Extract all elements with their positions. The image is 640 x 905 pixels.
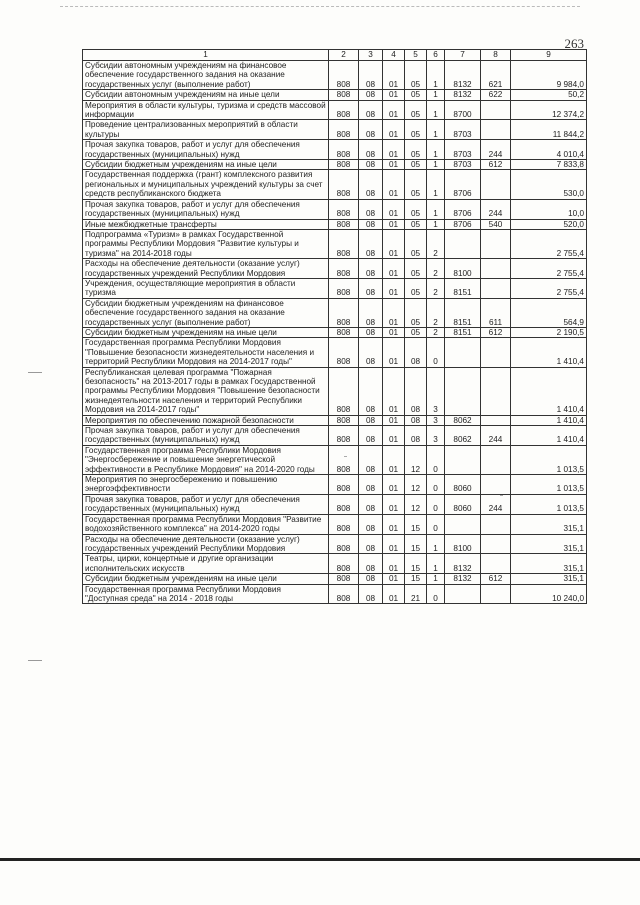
program-code-cell: 05 — [405, 229, 427, 258]
amount-cell: 564,9 — [511, 298, 587, 327]
table-row — [83, 229, 587, 258]
row-name-cell: Иные межбюджетные трансферты — [83, 219, 329, 229]
subsection-code-cell: 01 — [383, 90, 405, 100]
subprogram-code-cell: 0 — [427, 494, 445, 514]
amount-cell: 1 410,4 — [511, 415, 587, 425]
row-name-cell: Государственная поддержка (грант) комплексного развития региональных и муниципальных учреждений культуры за счет средств республиканского бюджета — [83, 170, 329, 199]
amount-cell: 315,1 — [511, 514, 587, 534]
table-row — [83, 199, 587, 219]
row-name-cell: Проведение централизованных мероприятий в области культуры — [83, 120, 329, 140]
expense-type-cell — [481, 554, 511, 574]
ministry-code-cell: 808 — [329, 160, 359, 170]
program-code-cell: 05 — [405, 278, 427, 298]
subprogram-code-cell: 1 — [427, 554, 445, 574]
expense-code-cell: 8132 — [445, 61, 481, 90]
expense-code-cell — [445, 229, 481, 258]
expense-code-cell: 8100 — [445, 259, 481, 279]
expense-code-cell: 8062 — [445, 415, 481, 425]
subprogram-code-cell: 1 — [427, 199, 445, 219]
subsection-code-cell: 01 — [383, 494, 405, 514]
subprogram-code-cell: 3 — [427, 415, 445, 425]
column-header: 4 — [383, 50, 405, 61]
column-header: 9 — [511, 50, 587, 61]
row-name-cell: Субсидии бюджетным учреждениям на финансовое обеспечение государственного задания на оказание государственных услуг (выполнение работ) — [83, 298, 329, 327]
subsection-code-cell: 01 — [383, 534, 405, 554]
amount-cell: 1 410,4 — [511, 367, 587, 415]
subprogram-code-cell: 1 — [427, 160, 445, 170]
subsection-code-cell: 01 — [383, 199, 405, 219]
expense-code-cell: 8100 — [445, 534, 481, 554]
column-header: 1 — [83, 50, 329, 61]
ministry-code-cell: 808 — [329, 534, 359, 554]
section-code-cell: 08 — [359, 278, 383, 298]
scan-speck — [500, 495, 503, 496]
table-row — [83, 120, 587, 140]
expense-type-cell — [481, 475, 511, 495]
row-name-cell: Прочая закупка товаров, работ и услуг для обеспечения государственных (муниципальных) нужд — [83, 140, 329, 160]
subsection-code-cell: 01 — [383, 298, 405, 327]
table-row — [83, 415, 587, 425]
program-code-cell: 05 — [405, 61, 427, 90]
subprogram-code-cell: 1 — [427, 574, 445, 584]
expense-code-cell — [445, 445, 481, 474]
program-code-cell: 15 — [405, 514, 427, 534]
amount-cell: 12 374,2 — [511, 100, 587, 120]
section-code-cell: 08 — [359, 426, 383, 446]
amount-cell: 2 190,5 — [511, 327, 587, 337]
subsection-code-cell: 01 — [383, 327, 405, 337]
subprogram-code-cell: 2 — [427, 327, 445, 337]
amount-cell: 1 410,4 — [511, 338, 587, 367]
subprogram-code-cell: 2 — [427, 278, 445, 298]
subsection-code-cell: 01 — [383, 259, 405, 279]
column-header: 3 — [359, 50, 383, 61]
program-code-cell: 05 — [405, 219, 427, 229]
subsection-code-cell: 01 — [383, 229, 405, 258]
table-row — [83, 445, 587, 474]
section-code-cell: 08 — [359, 140, 383, 160]
table-row — [83, 327, 587, 337]
program-code-cell: 08 — [405, 367, 427, 415]
subsection-code-cell: 01 — [383, 61, 405, 90]
table-row — [83, 494, 587, 514]
expense-type-cell — [481, 338, 511, 367]
section-code-cell: 08 — [359, 415, 383, 425]
row-name-cell: Прочая закупка товаров, работ и услуг для обеспечения государственных (муниципальных) нужд — [83, 494, 329, 514]
expense-code-cell: 8703 — [445, 120, 481, 140]
expense-type-cell — [481, 229, 511, 258]
expense-type-cell: 622 — [481, 90, 511, 100]
expense-code-cell: 8151 — [445, 298, 481, 327]
row-name-cell: Подпрограмма «Туризм» в рамках Государственной программы Республики Мордовия "Развитие культуры и туризма" на 2014-2018 годы — [83, 229, 329, 258]
subprogram-code-cell: 2 — [427, 298, 445, 327]
section-code-cell: 08 — [359, 229, 383, 258]
table-row — [83, 534, 587, 554]
program-code-cell: 05 — [405, 199, 427, 219]
amount-cell: 9 984,0 — [511, 61, 587, 90]
ministry-code-cell: 808 — [329, 584, 359, 604]
amount-cell: 50,2 — [511, 90, 587, 100]
table-row — [83, 584, 587, 604]
table-row — [83, 160, 587, 170]
section-code-cell: 08 — [359, 494, 383, 514]
amount-cell: 315,1 — [511, 574, 587, 584]
section-code-cell: 08 — [359, 219, 383, 229]
ministry-code-cell: 808 — [329, 327, 359, 337]
subprogram-code-cell: 2 — [427, 259, 445, 279]
amount-cell: 10 240,0 — [511, 584, 587, 604]
expense-type-cell — [481, 100, 511, 120]
section-code-cell: 08 — [359, 170, 383, 199]
row-name-cell: Прочая закупка товаров, работ и услуг для обеспечения государственных (муниципальных) нужд — [83, 199, 329, 219]
expense-type-cell: 244 — [481, 426, 511, 446]
expense-code-cell: 8132 — [445, 90, 481, 100]
subsection-code-cell: 01 — [383, 120, 405, 140]
scan-bottom-edge-line — [0, 858, 640, 861]
ministry-code-cell: 808 — [329, 367, 359, 415]
program-code-cell: 05 — [405, 140, 427, 160]
row-name-cell: Государственная программа Республики Мордовия "Развитие водохозяйственного комплекса" на 2014-2020 годы — [83, 514, 329, 534]
amount-cell: 315,1 — [511, 534, 587, 554]
expense-code-cell: 8706 — [445, 170, 481, 199]
table-header-row — [83, 50, 587, 61]
section-code-cell: 08 — [359, 584, 383, 604]
subprogram-code-cell: 0 — [427, 338, 445, 367]
subsection-code-cell: 01 — [383, 170, 405, 199]
ministry-code-cell: 808 — [329, 445, 359, 474]
row-name-cell: Государственная программа Республики Мордовия "Доступная среда" на 2014 - 2018 годы — [83, 584, 329, 604]
subsection-code-cell: 01 — [383, 445, 405, 474]
row-name-cell: Мероприятия по обеспечению пожарной безопасности — [83, 415, 329, 425]
section-code-cell: 08 — [359, 574, 383, 584]
subsection-code-cell: 01 — [383, 514, 405, 534]
expense-type-cell — [481, 445, 511, 474]
expense-type-cell: 244 — [481, 199, 511, 219]
column-header: 7 — [445, 50, 481, 61]
program-code-cell: 05 — [405, 170, 427, 199]
subprogram-code-cell: 1 — [427, 534, 445, 554]
expense-code-cell: 8703 — [445, 160, 481, 170]
expense-type-cell — [481, 534, 511, 554]
table-row — [83, 219, 587, 229]
ministry-code-cell: 808 — [329, 229, 359, 258]
column-header: 6 — [427, 50, 445, 61]
subsection-code-cell: 01 — [383, 140, 405, 160]
budget-table — [82, 49, 587, 604]
program-code-cell: 15 — [405, 574, 427, 584]
margin-mark — [28, 660, 42, 661]
table-row — [83, 475, 587, 495]
subprogram-code-cell: 1 — [427, 219, 445, 229]
subsection-code-cell: 01 — [383, 160, 405, 170]
subsection-code-cell: 01 — [383, 574, 405, 584]
table-row — [83, 426, 587, 446]
row-name-cell: Театры, цирки, концертные и другие организации исполнительских искусств — [83, 554, 329, 574]
ministry-code-cell: 808 — [329, 219, 359, 229]
table-row — [83, 298, 587, 327]
table-row — [83, 90, 587, 100]
program-code-cell: 05 — [405, 327, 427, 337]
subprogram-code-cell: 1 — [427, 90, 445, 100]
section-code-cell: 08 — [359, 338, 383, 367]
table-row — [83, 140, 587, 160]
program-code-cell: 15 — [405, 554, 427, 574]
ministry-code-cell: 808 — [329, 170, 359, 199]
table-row — [83, 574, 587, 584]
amount-cell: 1 013,5 — [511, 475, 587, 495]
program-code-cell: 05 — [405, 120, 427, 140]
amount-cell: 7 833,8 — [511, 160, 587, 170]
subprogram-code-cell: 0 — [427, 475, 445, 495]
expense-type-cell — [481, 367, 511, 415]
subsection-code-cell: 01 — [383, 278, 405, 298]
program-code-cell: 15 — [405, 534, 427, 554]
row-name-cell: Субсидии бюджетным учреждениям на иные цели — [83, 574, 329, 584]
subprogram-code-cell: 1 — [427, 120, 445, 140]
table-row — [83, 259, 587, 279]
subprogram-code-cell: 0 — [427, 584, 445, 604]
program-code-cell: 12 — [405, 475, 427, 495]
ministry-code-cell: 808 — [329, 278, 359, 298]
program-code-cell: 05 — [405, 259, 427, 279]
subsection-code-cell: 01 — [383, 475, 405, 495]
subprogram-code-cell: 0 — [427, 445, 445, 474]
ministry-code-cell: 808 — [329, 100, 359, 120]
ministry-code-cell: 808 — [329, 494, 359, 514]
ministry-code-cell: 808 — [329, 338, 359, 367]
row-name-cell: Мероприятия в области культуры, туризма и средств массовой информации — [83, 100, 329, 120]
expense-code-cell: 8706 — [445, 219, 481, 229]
row-name-cell: Субсидии бюджетным учреждениям на иные цели — [83, 327, 329, 337]
page-number: 263 — [564, 36, 584, 51]
program-code-cell: 05 — [405, 160, 427, 170]
row-name-cell: Республиканская целевая программа "Пожарная безопасность" на 2013-2017 годы в рамках Государственной программы Республики Мордовия "Повышение безопасности жизнедеятельности населения и территорий Республики Мордовия на 2014-2017 годы" — [83, 367, 329, 415]
expense-code-cell: 8703 — [445, 140, 481, 160]
ministry-code-cell: 808 — [329, 298, 359, 327]
table-row — [83, 338, 587, 367]
table-row — [83, 61, 587, 90]
subprogram-code-cell: 1 — [427, 61, 445, 90]
row-name-cell: Государственная программа Республики Мордовия "Энергосбережение и повышение энергетической эффективности в Республике Мордовия" на 2014-2020 годы — [83, 445, 329, 474]
section-code-cell: 08 — [359, 475, 383, 495]
amount-cell: 10,0 — [511, 199, 587, 219]
program-code-cell: 12 — [405, 445, 427, 474]
subprogram-code-cell: 3 — [427, 367, 445, 415]
row-name-cell: Учреждения, осуществляющие мероприятия в области туризма — [83, 278, 329, 298]
expense-type-cell — [481, 514, 511, 534]
ministry-code-cell: 808 — [329, 426, 359, 446]
subsection-code-cell: 01 — [383, 426, 405, 446]
section-code-cell: 08 — [359, 120, 383, 140]
ministry-code-cell: 808 — [329, 140, 359, 160]
amount-cell: 1 013,5 — [511, 494, 587, 514]
subsection-code-cell: 01 — [383, 219, 405, 229]
table-row — [83, 367, 587, 415]
subsection-code-cell: 01 — [383, 100, 405, 120]
program-code-cell: 05 — [405, 90, 427, 100]
expense-code-cell: 8062 — [445, 426, 481, 446]
expense-code-cell: 8132 — [445, 554, 481, 574]
section-code-cell: 08 — [359, 259, 383, 279]
program-code-cell: 08 — [405, 338, 427, 367]
column-header: 2 — [329, 50, 359, 61]
expense-code-cell — [445, 514, 481, 534]
section-code-cell: 08 — [359, 160, 383, 170]
table-body — [83, 61, 587, 604]
row-name-cell: Субсидии бюджетным учреждениям на иные цели — [83, 160, 329, 170]
expense-code-cell: 8060 — [445, 494, 481, 514]
expense-type-cell: 611 — [481, 298, 511, 327]
section-code-cell: 08 — [359, 367, 383, 415]
ministry-code-cell: 808 — [329, 554, 359, 574]
amount-cell: 530,0 — [511, 170, 587, 199]
section-code-cell: 08 — [359, 90, 383, 100]
ministry-code-cell: 808 — [329, 259, 359, 279]
expense-type-cell — [481, 278, 511, 298]
subsection-code-cell: 01 — [383, 554, 405, 574]
subprogram-code-cell: 3 — [427, 426, 445, 446]
expense-type-cell: 621 — [481, 61, 511, 90]
ministry-code-cell: 808 — [329, 415, 359, 425]
subsection-code-cell: 01 — [383, 415, 405, 425]
ministry-code-cell: 808 — [329, 199, 359, 219]
row-name-cell: Субсидии автономным учреждениям на иные цели — [83, 90, 329, 100]
row-name-cell: Субсидии автономным учреждениям на финансовое обеспечение государственного задания на оказание государственных услуг (выполнение работ) — [83, 61, 329, 90]
ministry-code-cell: 808 — [329, 61, 359, 90]
amount-cell: 1 013,5 — [511, 445, 587, 474]
table-row — [83, 170, 587, 199]
margin-mark — [28, 372, 42, 373]
ministry-code-cell: 808 — [329, 120, 359, 140]
section-code-cell: 08 — [359, 534, 383, 554]
subprogram-code-cell: 1 — [427, 100, 445, 120]
amount-cell: 1 410,4 — [511, 426, 587, 446]
amount-cell: 2 755,4 — [511, 259, 587, 279]
expense-code-cell: 8060 — [445, 475, 481, 495]
table-row — [83, 278, 587, 298]
expense-type-cell: 612 — [481, 160, 511, 170]
subsection-code-cell: 01 — [383, 584, 405, 604]
row-name-cell: Прочая закупка товаров, работ и услуг для обеспечения государственных (муниципальных) нужд — [83, 426, 329, 446]
column-header: 5 — [405, 50, 427, 61]
amount-cell: 2 755,4 — [511, 229, 587, 258]
amount-cell: 11 844,2 — [511, 120, 587, 140]
section-code-cell: 08 — [359, 514, 383, 534]
expense-type-cell — [481, 170, 511, 199]
row-name-cell: Государственная программа Республики Мордовия "Повышение безопасности жизнедеятельности населения и территорий Республики Мордовия на 2014-2017 годы" — [83, 338, 329, 367]
subsection-code-cell: 01 — [383, 338, 405, 367]
expense-code-cell — [445, 338, 481, 367]
expense-code-cell: 8132 — [445, 574, 481, 584]
expense-type-cell: 612 — [481, 574, 511, 584]
program-code-cell: 05 — [405, 298, 427, 327]
table-row — [83, 514, 587, 534]
section-code-cell: 08 — [359, 61, 383, 90]
program-code-cell: 08 — [405, 415, 427, 425]
expense-type-cell — [481, 584, 511, 604]
expense-code-cell: 8151 — [445, 278, 481, 298]
subprogram-code-cell: 0 — [427, 514, 445, 534]
expense-type-cell: 244 — [481, 140, 511, 160]
subprogram-code-cell: 1 — [427, 170, 445, 199]
row-name-cell: Расходы на обеспечение деятельности (оказание услуг) государственных учреждений Республики Мордовия — [83, 259, 329, 279]
amount-cell: 520,0 — [511, 219, 587, 229]
section-code-cell: 08 — [359, 199, 383, 219]
expense-code-cell — [445, 367, 481, 415]
expense-type-cell: 612 — [481, 327, 511, 337]
scan-speck — [344, 456, 347, 457]
section-code-cell: 08 — [359, 327, 383, 337]
row-name-cell: Расходы на обеспечение деятельности (оказание услуг) государственных учреждений Республики Мордовия — [83, 534, 329, 554]
expense-type-cell: 244 — [481, 494, 511, 514]
amount-cell: 315,1 — [511, 554, 587, 574]
table-row — [83, 100, 587, 120]
program-code-cell: 12 — [405, 494, 427, 514]
amount-cell: 4 010,4 — [511, 140, 587, 160]
expense-type-cell — [481, 259, 511, 279]
section-code-cell: 08 — [359, 554, 383, 574]
column-header: 8 — [481, 50, 511, 61]
section-code-cell: 08 — [359, 100, 383, 120]
program-code-cell: 08 — [405, 426, 427, 446]
expense-type-cell — [481, 120, 511, 140]
amount-cell: 2 755,4 — [511, 278, 587, 298]
table-row — [83, 554, 587, 574]
ministry-code-cell: 808 — [329, 514, 359, 534]
expense-code-cell: 8706 — [445, 199, 481, 219]
section-code-cell: 08 — [359, 445, 383, 474]
subprogram-code-cell: 1 — [427, 140, 445, 160]
scan-top-edge-line — [60, 6, 580, 7]
expense-code-cell: 8151 — [445, 327, 481, 337]
expense-code-cell — [445, 584, 481, 604]
subsection-code-cell: 01 — [383, 367, 405, 415]
program-code-cell: 05 — [405, 100, 427, 120]
expense-code-cell: 8700 — [445, 100, 481, 120]
expense-type-cell — [481, 415, 511, 425]
section-code-cell: 08 — [359, 298, 383, 327]
ministry-code-cell: 808 — [329, 90, 359, 100]
subprogram-code-cell: 2 — [427, 229, 445, 258]
program-code-cell: 21 — [405, 584, 427, 604]
expense-type-cell: 540 — [481, 219, 511, 229]
ministry-code-cell: 808 — [329, 475, 359, 495]
row-name-cell: Мероприятия по энергосбережению и повышению энергоэффективности — [83, 475, 329, 495]
ministry-code-cell: 808 — [329, 574, 359, 584]
